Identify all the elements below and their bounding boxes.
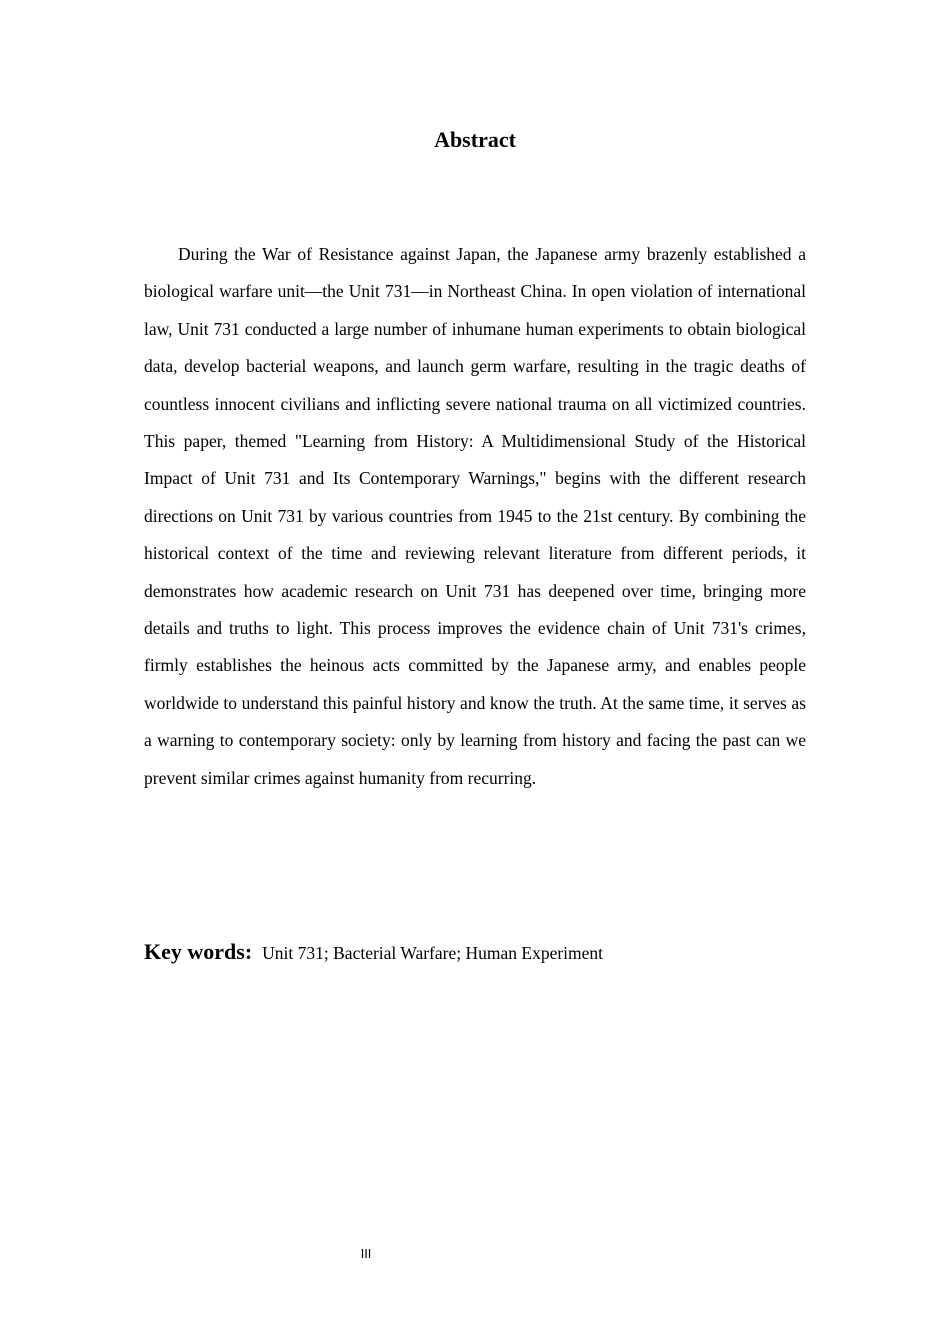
abstract-paragraph: During the War of Resistance against Japan, the Japanese army brazenly established a biological warfare unit—the Unit 731—in Northeast China. In open violation of international law, Unit 731 conducted a large number of inhumane human experiments to obtain biological data, develop bacterial weapons, and launch germ warfare, resulting in the tragic deaths of countless innocent civilians and inflicting severe national trauma on all victimized countries. This paper, themed "Learning from History: A Multidimensional Study of the Historical Impact of Unit 731 and Its Contemporary Warnings," begins with the different research directions on Unit 731 by various countries from 1945 to the 21st century. By combining the historical context of the time and reviewing relevant literature from different periods, it demonstrates how academic research on Unit 731 has deepened over time, bringing more details and truths to light. This process improves the evidence chain of Unit 731's crimes, firmly establishes the heinous acts committed by the Japanese army, and enables people worldwide to understand this painful history and know the truth. At the same time, it serves as a warning to contemporary society: only by learning from history and facing the past can we prevent similar crimes against humanity from recurring. — [144, 244, 806, 788]
keywords-line — [144, 932, 844, 975]
page-number: III — [360, 1247, 372, 1261]
keywords-label: Key words: — [144, 939, 253, 964]
abstract-title: Abstract — [434, 127, 516, 152]
keywords-values: Unit 731; Bacterial Warfare; Human Experiment — [262, 943, 604, 963]
